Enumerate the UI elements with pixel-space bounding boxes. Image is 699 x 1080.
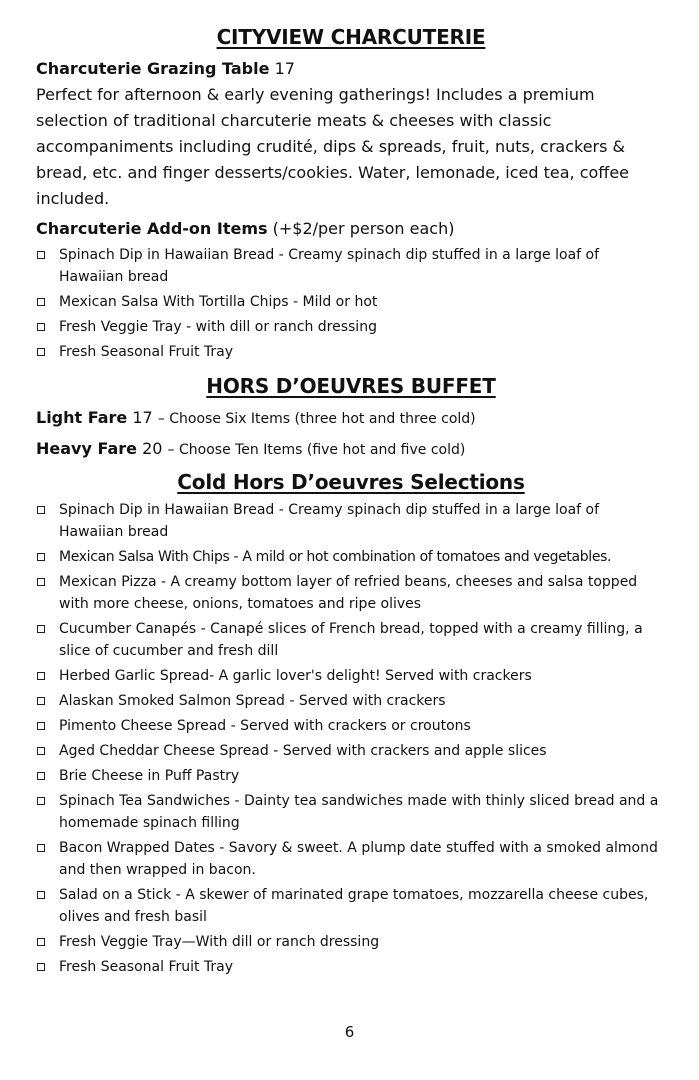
menu-page — [36, 22, 666, 981]
list-item — [36, 931, 666, 953]
light-fare-note: – Choose Six Items (three hot and three cold) — [157, 411, 476, 427]
list-item — [36, 618, 666, 662]
list-item — [36, 884, 666, 928]
checkbox-icon[interactable] — [37, 772, 45, 780]
list-item — [36, 244, 666, 288]
grazing-table-description: Perfect for afternoon & early evening gatherings! Includes a premium selection of traditional charcuterie meats & cheeses with classic accompaniments including crudité, dips & spreads, fruit, nuts, crackers & bread, etc. and finger desserts/cookies. Water, lemonade, iced tea, coffee included. — [36, 85, 630, 208]
list-item — [36, 790, 666, 834]
list-item — [36, 499, 666, 543]
cold-selections-list — [36, 499, 666, 978]
list-item-text: Fresh Veggie Tray—With dill or ranch dressing — [59, 934, 380, 950]
list-item-text: Aged Cheddar Cheese Spread - Served with crackers and apple slices — [59, 743, 547, 759]
checkbox-icon[interactable] — [37, 251, 45, 259]
charcuterie-heading: CITYVIEW CHARCUTERIE — [216, 25, 486, 49]
list-item-text: Mexican Pizza - A creamy bottom layer of refried beans, cheeses and salsa topped with more cheese, onions, tomatoes and ripe olives — [59, 574, 638, 612]
list-item — [36, 316, 666, 338]
list-item-text: Cucumber Canapés - Canapé slices of French bread, topped with a creamy filling, a slice of cucumber and fresh dill — [59, 621, 643, 659]
list-item-text: Salad on a Stick - A skewer of marinated grape tomatoes, mozzarella cheese cubes, olives and fresh basil — [59, 887, 649, 925]
checkbox-icon[interactable] — [37, 672, 45, 680]
list-item — [36, 837, 666, 881]
list-item — [36, 715, 666, 737]
list-item-text: Fresh Seasonal Fruit Tray — [59, 959, 234, 975]
list-item — [36, 341, 666, 363]
checkbox-icon[interactable] — [37, 797, 45, 805]
grazing-table-name: Charcuterie Grazing Table — [36, 59, 270, 78]
list-item-text: Herbed Garlic Spread- A garlic lover's delight! Served with crackers — [59, 668, 532, 684]
list-item-text: Bacon Wrapped Dates - Savory & sweet. A plump date stuffed with a smoked almond and then wrapped in bacon. — [59, 840, 658, 878]
checkbox-icon[interactable] — [37, 323, 45, 331]
checkbox-icon[interactable] — [37, 963, 45, 971]
checkbox-icon[interactable] — [37, 298, 45, 306]
grazing-table-title — [36, 56, 666, 82]
heavy-fare — [36, 436, 666, 463]
buffet-heading: HORS D’OEUVRES BUFFET — [206, 374, 496, 398]
list-item-text: Spinach Tea Sandwiches - Dainty tea sandwiches made with thinly sliced bread and a homemade spinach filling — [59, 793, 659, 831]
checkbox-icon[interactable] — [37, 553, 45, 561]
page-number: 6 — [344, 1023, 355, 1041]
checkbox-icon[interactable] — [37, 506, 45, 514]
list-item — [36, 571, 666, 615]
addons-note: (+$2/per person each) — [272, 219, 455, 238]
list-item-text: Spinach Dip in Hawaiian Bread - Creamy spinach dip stuffed in a large loaf of Hawaiian bread — [59, 247, 600, 285]
list-item-text: Pimento Cheese Spread - Served with crackers or croutons — [59, 718, 471, 734]
list-item-text: Fresh Veggie Tray - with dill or ranch dressing — [59, 319, 377, 335]
heavy-fare-price: 20 — [142, 439, 163, 458]
list-item — [36, 665, 666, 687]
list-item-text: Fresh Seasonal Fruit Tray — [59, 344, 234, 360]
checkbox-icon[interactable] — [37, 844, 45, 852]
list-item-text: Mexican Salsa With Tortilla Chips - Mild or hot — [59, 294, 378, 310]
list-item — [36, 740, 666, 762]
list-item — [36, 291, 666, 313]
list-item — [36, 690, 666, 712]
checkbox-icon[interactable] — [37, 891, 45, 899]
list-item — [36, 765, 666, 787]
heavy-fare-name: Heavy Fare — [36, 439, 137, 458]
addons-list — [36, 244, 666, 363]
checkbox-icon[interactable] — [37, 938, 45, 946]
checkbox-icon[interactable] — [37, 722, 45, 730]
checkbox-icon[interactable] — [37, 578, 45, 586]
list-item-text: Alaskan Smoked Salmon Spread - Served with crackers — [59, 693, 446, 709]
grazing-table-price: 17 — [274, 59, 295, 78]
list-item — [36, 546, 666, 568]
heavy-fare-note: – Choose Ten Items (five hot and five cold) — [167, 442, 466, 458]
checkbox-icon[interactable] — [37, 697, 45, 705]
checkbox-icon[interactable] — [37, 625, 45, 633]
cold-selections-heading: Cold Hors D’oeuvres Selections — [177, 470, 525, 494]
list-item-text: Spinach Dip in Hawaiian Bread - Creamy spinach dip stuffed in a large loaf of Hawaiian bread — [59, 502, 600, 540]
light-fare — [36, 405, 666, 432]
light-fare-name: Light Fare — [36, 408, 128, 427]
checkbox-icon[interactable] — [37, 747, 45, 755]
list-item-text: Brie Cheese in Puff Pastry — [59, 768, 240, 784]
checkbox-icon[interactable] — [37, 348, 45, 356]
list-item-text: Mexican Salsa With Chips - A mild or hot combination of tomatoes and vegetables. — [59, 549, 612, 565]
light-fare-price: 17 — [132, 408, 153, 427]
list-item — [36, 956, 666, 978]
addons-title — [36, 216, 666, 242]
addons-title-text: Charcuterie Add-on Items — [36, 219, 268, 238]
